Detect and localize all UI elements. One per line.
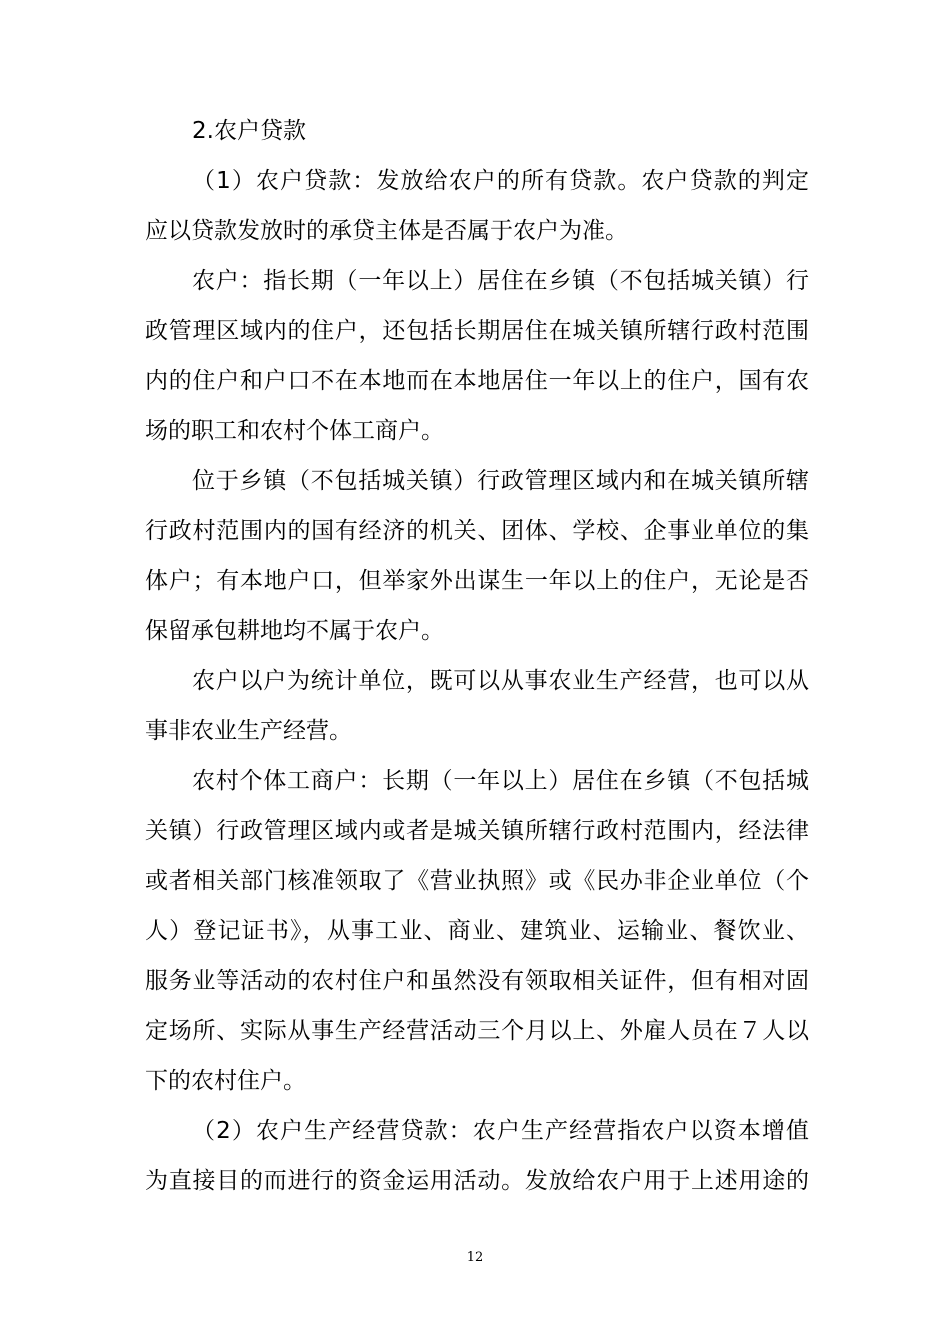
text-line: 为直接目的而进行的资金运用活动。发放给农户用于上述用途的 [145, 1168, 809, 1194]
text-line: 农村个体工商户：长期（一年以上）居住在乡镇（不包括城 [192, 768, 809, 794]
document-body [145, 106, 809, 1206]
text-line: （2）农户生产经营贷款：农户生产经营指农户以资本增值 [192, 1118, 809, 1144]
text-line: 政管理区域内的住户，还包括长期居住在城关镇所辖行政村范围 [145, 318, 809, 344]
page-number: 12 [466, 1250, 484, 1265]
text-line: 人）登记证书》，从事工业、商业、建筑业、运输业、餐饮业、 [145, 918, 809, 944]
text-line: 场的职工和农村个体工商户。 [145, 418, 444, 444]
text-line: （1）农户贷款：发放给农户的所有贷款。农户贷款的判定 [192, 168, 809, 194]
text-line: 行政村范围内的国有经济的机关、团体、学校、企事业单位的集 [145, 518, 809, 544]
text-line: 应以贷款发放时的承贷主体是否属于农户为准。 [145, 218, 628, 244]
text-line: 下的农村住户。 [145, 1068, 306, 1094]
text-line: 事非农业生产经营。 [145, 718, 352, 744]
text-line: 农户：指长期（一年以上）居住在乡镇（不包括城关镇）行 [192, 268, 809, 294]
text-line: 或者相关部门核准领取了《营业执照》或《民办非企业单位（个 [145, 868, 809, 894]
text-line: 体户；有本地户口，但举家外出谋生一年以上的住户，无论是否 [145, 568, 809, 594]
text-line: 关镇）行政管理区域内或者是城关镇所辖行政村范围内，经法律 [145, 818, 809, 844]
text-line: 服务业等活动的农村住户和虽然没有领取相关证件，但有相对固 [145, 968, 809, 994]
text-line: 农户以户为统计单位，既可以从事农业生产经营，也可以从 [192, 668, 809, 694]
text-line: 位于乡镇（不包括城关镇）行政管理区域内和在城关镇所辖 [192, 468, 809, 494]
text-line: 保留承包耕地均不属于农户。 [145, 618, 444, 644]
text-line: 2.农户贷款 [192, 118, 306, 144]
text-line: 内的住户和户口不在本地而在本地居住一年以上的住户，国有农 [145, 368, 809, 394]
text-line: 定场所、实际从事生产经营活动三个月以上、外雇人员在７人以 [145, 1018, 809, 1044]
